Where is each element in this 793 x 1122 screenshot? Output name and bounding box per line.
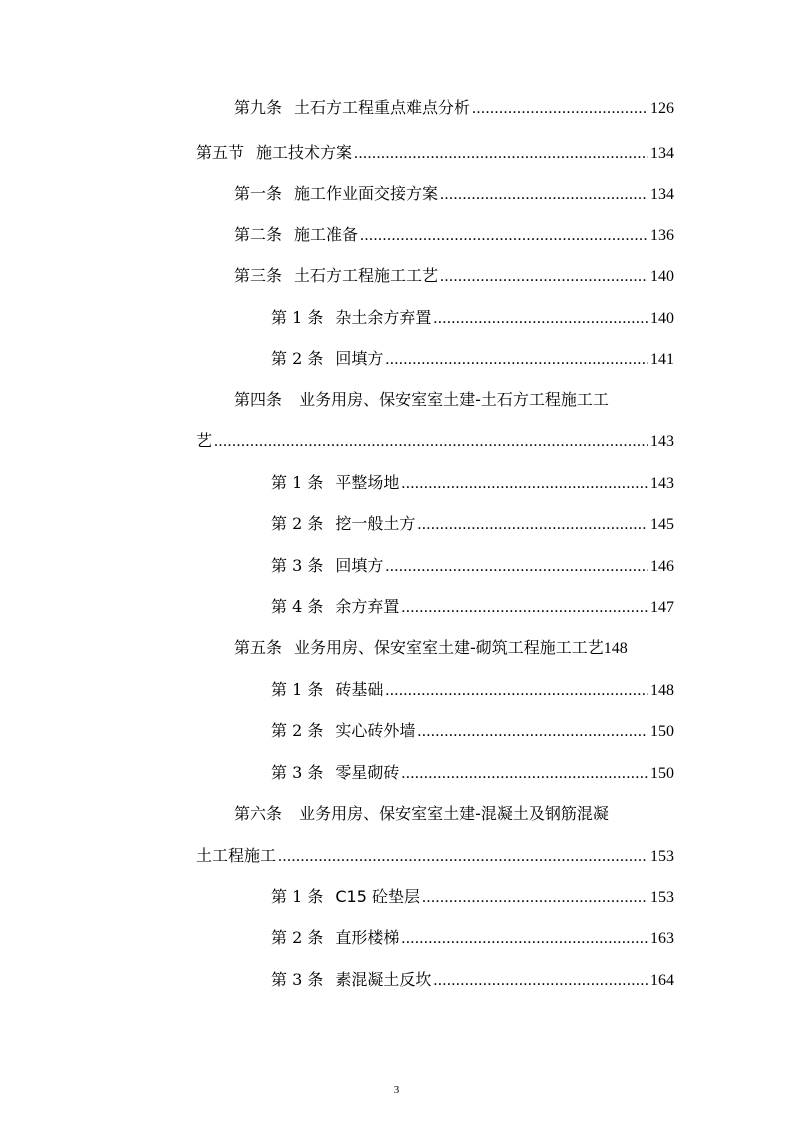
leader-dots — [417, 722, 648, 742]
leader-dots — [401, 764, 648, 784]
toc-entry-page: 143 — [650, 433, 674, 450]
toc-entry-label: 第 2 条 — [271, 349, 324, 368]
toc-entry-page: 153 — [650, 889, 674, 906]
toc-entry-label: 第 2 条 — [271, 514, 324, 533]
toc-entry-label: 第 1 条 — [271, 680, 324, 699]
leader-dots — [360, 226, 648, 246]
toc-entry[interactable] — [271, 721, 674, 742]
toc-entry-title: 土石方工程施工工艺 — [294, 266, 439, 285]
leader-dots — [422, 888, 648, 908]
toc-entry-page: 141 — [650, 351, 674, 368]
toc-entry-label: 第三条 — [234, 266, 283, 285]
leader-dots — [440, 185, 648, 205]
toc-entry[interactable] — [196, 143, 674, 164]
leader-dots — [385, 350, 648, 370]
toc-entry-label: 第 3 条 — [271, 763, 324, 782]
toc-entry[interactable] — [234, 98, 674, 119]
toc-entry-label: 第 2 条 — [271, 928, 324, 947]
toc-entry[interactable] — [271, 597, 674, 618]
toc-entry[interactable] — [234, 225, 674, 246]
toc-entry-label: 第 2 条 — [271, 721, 324, 740]
toc-entry-label: 第六条 — [234, 804, 283, 823]
toc-entry[interactable] — [271, 928, 674, 949]
toc-entry-label: 第一条 — [234, 184, 283, 203]
toc-entry[interactable] — [234, 638, 628, 659]
toc-entry-label: 第 1 条 — [271, 887, 324, 906]
toc-entry-page: 150 — [650, 765, 674, 782]
toc-entry[interactable] — [271, 556, 674, 577]
toc-entry-label: 第九条 — [234, 98, 283, 117]
toc-entry-title: 施工技术方案 — [256, 143, 353, 162]
toc-entry[interactable] — [271, 763, 674, 784]
toc-entry[interactable] — [271, 887, 674, 908]
toc-entry-title: 业务用房、保安室室土建-砌筑工程施工工艺 — [294, 638, 604, 657]
toc-entry-page: 148 — [603, 640, 628, 657]
toc-entry-page: 126 — [650, 100, 674, 117]
toc-entry-title: 零星砌砖 — [335, 763, 400, 782]
toc-entry[interactable] — [271, 473, 674, 494]
toc-entry-label: 第 1 条 — [271, 473, 324, 492]
toc-entry-page: 143 — [650, 475, 674, 492]
toc-entry-title-continuation: 艺 — [196, 431, 213, 450]
toc-entry-continuation[interactable] — [196, 846, 674, 867]
toc-entry-label: 第五节 — [196, 143, 245, 162]
toc-entry-page: 150 — [650, 723, 674, 740]
toc-entry[interactable] — [271, 308, 674, 329]
leader-dots — [385, 557, 648, 577]
toc-entry[interactable] — [234, 266, 674, 287]
toc-entry-page: 147 — [650, 599, 674, 616]
toc-entry-title: 平整场地 — [335, 473, 400, 492]
toc-entry-title: 素混凝土反坎 — [335, 970, 432, 989]
toc-entry-label: 第四条 — [234, 390, 283, 409]
page-number: 3 — [393, 1084, 400, 1096]
toc-entry-title: 施工作业面交接方案 — [294, 184, 439, 203]
toc-entry[interactable] — [271, 349, 674, 370]
toc-entry-title: 业务用房、保安室室土建-混凝土及钢筋混凝 — [299, 804, 609, 823]
toc-entry-page: 134 — [650, 186, 674, 203]
toc-entry-title: 杂土余方弃置 — [335, 308, 432, 327]
leader-dots — [214, 432, 648, 452]
toc-entry[interactable] — [234, 804, 609, 824]
toc-entry-page: 163 — [650, 930, 674, 947]
toc-entry-label: 第 3 条 — [271, 556, 324, 575]
leader-dots — [401, 474, 648, 494]
toc-entry-label: 第五条 — [234, 638, 283, 657]
toc-entry-page: 148 — [650, 682, 674, 699]
toc-entry-page: 164 — [650, 972, 674, 989]
leader-dots — [278, 847, 648, 867]
toc-entry-page: 136 — [650, 227, 674, 244]
toc-entry-title: C15 砼垫层 — [335, 887, 420, 906]
toc-entry-label: 第二条 — [234, 225, 283, 244]
toc-entry-title: 砖基础 — [335, 680, 384, 699]
toc-entry-title: 余方弃置 — [335, 597, 400, 616]
leader-dots — [354, 144, 648, 164]
toc-entry-page: 140 — [650, 310, 674, 327]
toc-entry[interactable] — [234, 390, 609, 410]
toc-entry-title: 回填方 — [335, 349, 384, 368]
toc-entry-label: 第 4 条 — [271, 597, 324, 616]
toc-entry[interactable] — [271, 970, 674, 991]
toc-entry-title: 挖一般土方 — [335, 514, 416, 533]
leader-dots — [385, 681, 648, 701]
leader-dots — [440, 267, 648, 287]
toc-entry[interactable] — [234, 184, 674, 205]
toc-entry-page: 153 — [650, 848, 674, 865]
leader-dots — [433, 309, 648, 329]
toc-entry-title: 实心砖外墙 — [335, 721, 416, 740]
toc-entry-page: 140 — [650, 268, 674, 285]
toc-entry-page: 146 — [650, 558, 674, 575]
toc-entry-page: 145 — [650, 516, 674, 533]
toc-entry-page: 134 — [650, 145, 674, 162]
toc-entry-title: 土石方工程重点难点分析 — [294, 98, 471, 117]
toc-entry-title: 施工准备 — [294, 225, 359, 244]
leader-dots — [433, 971, 648, 991]
toc-entry-title: 回填方 — [335, 556, 384, 575]
leader-dots — [417, 515, 648, 535]
toc-entry-title-continuation: 土工程施工 — [196, 846, 277, 865]
leader-dots — [401, 929, 648, 949]
toc-entry-continuation[interactable] — [196, 431, 674, 452]
leader-dots — [472, 99, 648, 119]
toc-entry-label: 第 3 条 — [271, 970, 324, 989]
toc-entry[interactable] — [271, 514, 674, 535]
toc-entry-title: 业务用房、保安室室土建-土石方工程施工工 — [299, 390, 609, 409]
toc-entry-label: 第 1 条 — [271, 308, 324, 327]
toc-entry[interactable] — [271, 680, 674, 701]
toc-entry-title: 直形楼梯 — [335, 928, 400, 947]
leader-dots — [401, 598, 648, 618]
